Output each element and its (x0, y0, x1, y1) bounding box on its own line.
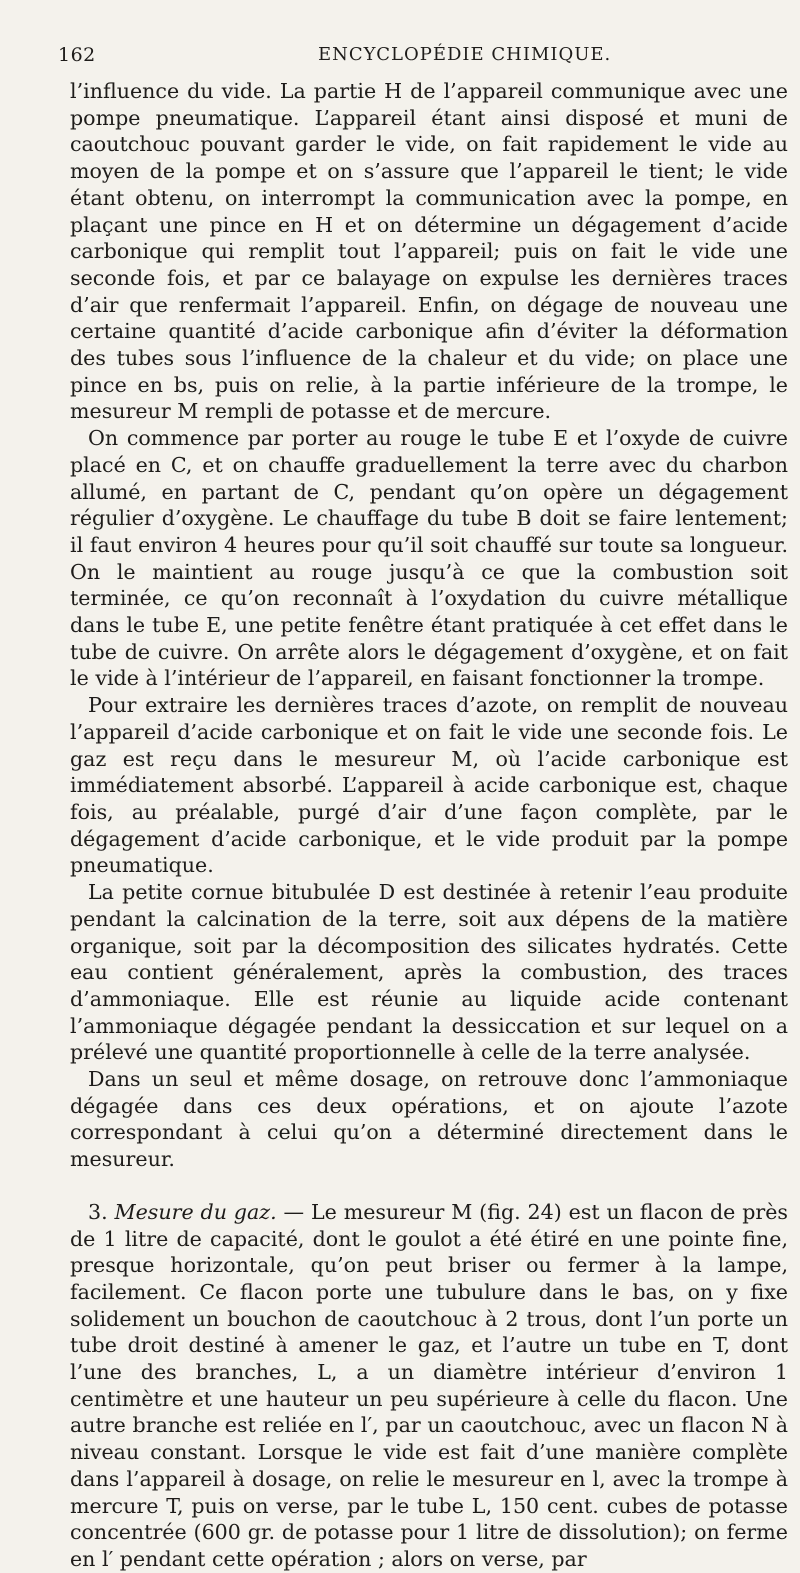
section-title: Mesure du gaz. (114, 1199, 277, 1224)
section-number: 3. (88, 1199, 108, 1224)
section-paragraph (70, 1199, 788, 1573)
paragraph-3: Pour extraire les dernières traces d’azote, on remplit de nouveau l’appareil d’acide carbonique et on fait le vide une seconde fois. Le gaz est reçu dans le mesureur M, où l’acide carbonique est immédiatement absorbé. L’appareil à acide carbonique est, chaque fois, au préalable, purgé d’air d’une façon complète, par le dégagement d’acide carbonique, et le vide produit par la pompe pneumatique. (70, 693, 788, 878)
running-header (58, 44, 798, 74)
paragraph-4: La petite cornue bitubulée D est destinée à retenir l’eau produite pendant la calcination de la terre, soit aux dépens de la matière organique, soit par la décomposition des silicates hydratés. Cette eau contient généralement, après la combustion, des traces d’ammoniaque. Elle est réunie au liquide acide contenant l’ammoniaque dégagée pendant la dessiccation et sur lequel on a prélevé une quantité proportionnelle à celle de la terre analysée. (70, 880, 788, 1065)
paragraph-2: On commence par porter au rouge le tube E et l’oxyde de cuivre placé en C, et on chauffe graduellement la terre avec du charbon allumé, en partant de C, pendant qu’on opère un dégagement régulier d’oxygène. Le chauffage du tube B doit se faire lentement; il faut environ 4 heures pour qu’il soit chauffé sur toute sa longueur. On le maintient au rouge jusqu’à ce que la combustion soit terminée, ce qu’on reconnaît à l’oxydation du cuivre métallique dans le tube E, une petite fenêtre étant pratiquée à cet effet dans le tube de cuivre. On arrête alors le dégagement d’oxygène, et on fait le vide à l’intérieur de l’appareil, en faisant fonctionner la trompe. (70, 426, 788, 691)
section-text: — Le mesureur M (fig. 24) est un flacon de près de 1 litre de capacité, dont le goulot a été étiré en une pointe fine, presque horizontale, qu’on peut briser ou fermer à la lampe, facilement. Ce flacon porte une tubulure dans le bas, on y fixe solidement un bouchon de caoutchouc à 2 trous, dont l’un porte un tube droit destiné à amener le gaz, et l’autre un tube en T, dont l’une des branches, L, a un diamètre intérieur d’environ 1 centimètre et une hauteur un peu supérieure à celle du flacon. Une autre branche est reliée en l′, par un caoutchouc, avec un flacon N à niveau constant. Lorsque le vide est fait d’une manière complète dans l’appareil à dosage, on relie le mesureur en l, avec la trompe à mercure T, puis on verse, par le tube L, 150 cent. cubes de potasse concentrée (600 gr. de potasse pour 1 litre de dissolution); on ferme en l′ pendant cette opération ; alors on verse, par (70, 1199, 788, 1571)
running-title: ENCYCLOPÉDIE CHIMIQUE. (318, 44, 612, 65)
paragraph-5: Dans un seul et même dosage, on retrouve donc l’ammoniaque dégagée dans ces deux opérations, et on ajoute l’azote correspondant à celui qu’on a déterminé directement dans le mesureur. (70, 1067, 788, 1172)
page-number: 162 (58, 44, 96, 66)
paragraph-1: l’influence du vide. La partie H de l’appareil communique avec une pompe pneumatique. L’appareil étant ainsi disposé et muni de caoutchouc pouvant garder le vide, on fait rapidement le vide au moyen de la pompe et on s’assure que l’appareil le tient; le vide étant obtenu, on interrompt la communication avec la pompe, en plaçant une pince en H et on détermine un dégagement d’acide carbonique qui remplit tout l’appareil; puis on fait le vide une seconde fois, et par ce balayage on expulse les dernières traces d’air que renfermait l’appareil. Enfin, on dégage de nouveau une certaine quantité d’acide carbonique afin d’éviter la déformation des tubes sous l’influence de la chaleur et du vide; on place une pince en bs, puis on relie, à la partie inférieure de la trompe, le mesureur M rempli de potasse et de mercure. (70, 79, 788, 424)
body-text (70, 78, 788, 1573)
